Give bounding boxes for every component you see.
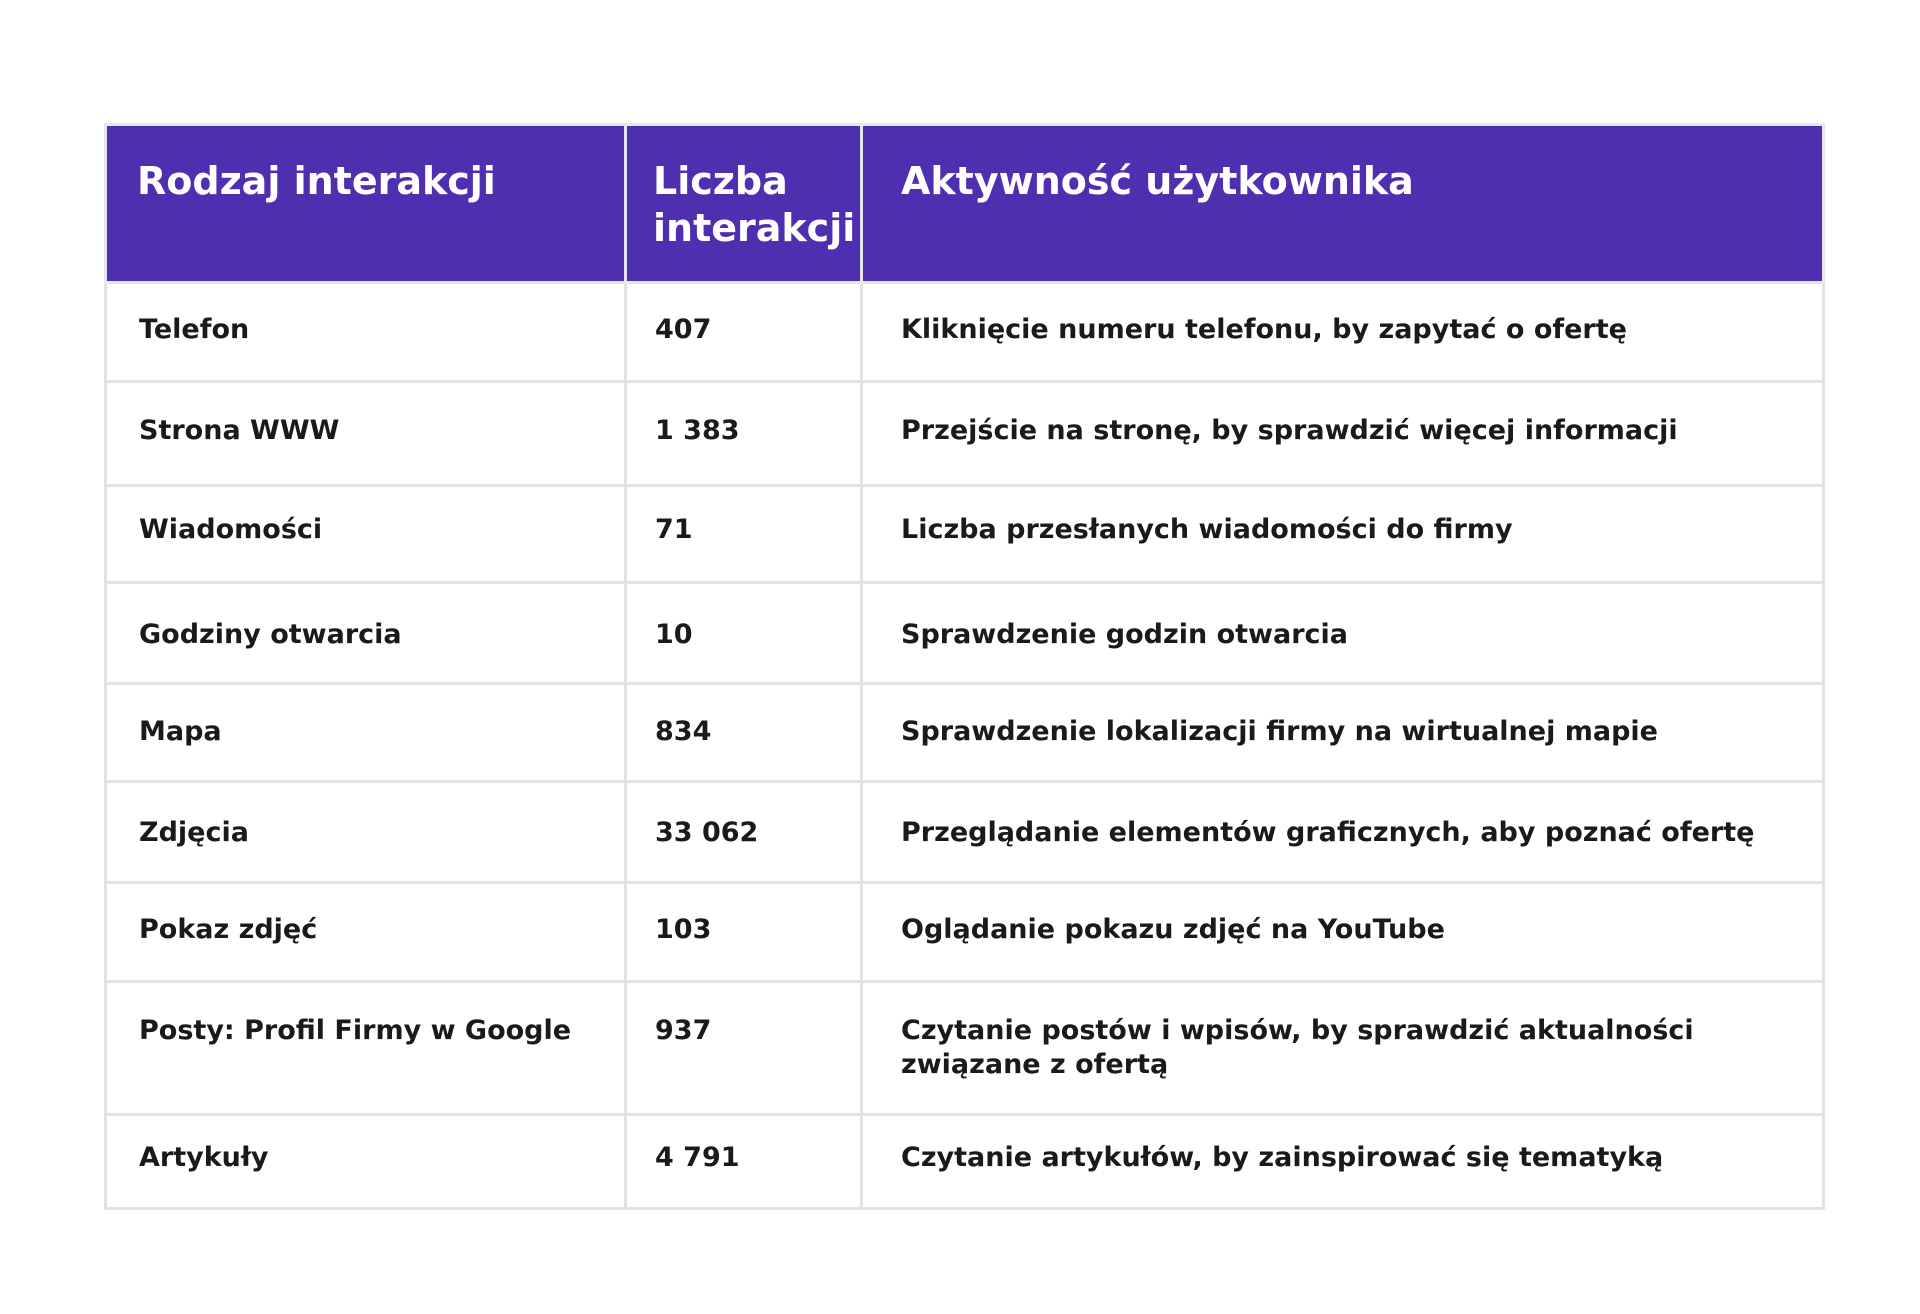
cell-interaction-count: 4 791 — [626, 1115, 862, 1209]
header-row — [106, 125, 1824, 283]
cell-user-activity: Przeglądanie elementów graficznych, aby poznać ofertę — [862, 782, 1824, 883]
table-body — [106, 283, 1824, 1209]
cell-interaction-count: 937 — [626, 982, 862, 1115]
cell-interaction-type: Strona WWW — [106, 382, 626, 486]
table-row — [106, 583, 1824, 684]
cell-interaction-count: 407 — [626, 283, 862, 382]
cell-user-activity: Sprawdzenie lokalizacji firmy na wirtualnej mapie — [862, 684, 1824, 782]
table-row — [106, 782, 1824, 883]
table-row — [106, 883, 1824, 982]
cell-user-activity: Czytanie artykułów, by zainspirować się tematyką — [862, 1115, 1824, 1209]
cell-interaction-type: Telefon — [106, 283, 626, 382]
cell-user-activity: Sprawdzenie godzin otwarcia — [862, 583, 1824, 684]
cell-user-activity: Czytanie postów i wpisów, by sprawdzić aktualności związane z ofertą — [862, 982, 1824, 1115]
cell-interaction-type: Godziny otwarcia — [106, 583, 626, 684]
cell-user-activity: Oglądanie pokazu zdjęć na YouTube — [862, 883, 1824, 982]
cell-interaction-count: 33 062 — [626, 782, 862, 883]
cell-interaction-type: Artykuły — [106, 1115, 626, 1209]
table-row — [106, 382, 1824, 486]
table-row — [106, 486, 1824, 583]
header-user-activity: Aktywność użytkownika — [862, 125, 1824, 283]
cell-interaction-type: Mapa — [106, 684, 626, 782]
cell-interaction-count: 10 — [626, 583, 862, 684]
table-row — [106, 684, 1824, 782]
table-row — [106, 283, 1824, 382]
cell-interaction-count: 71 — [626, 486, 862, 583]
cell-user-activity: Kliknięcie numeru telefonu, by zapytać o ofertę — [862, 283, 1824, 382]
cell-user-activity: Liczba przesłanych wiadomości do firmy — [862, 486, 1824, 583]
cell-interaction-type: Pokaz zdjęć — [106, 883, 626, 982]
header-interaction-count: Liczba interakcji — [626, 125, 862, 283]
cell-interaction-type: Wiadomości — [106, 486, 626, 583]
cell-interaction-count: 834 — [626, 684, 862, 782]
cell-interaction-count: 103 — [626, 883, 862, 982]
cell-interaction-type: Zdjęcia — [106, 782, 626, 883]
table-row — [106, 1115, 1824, 1209]
cell-interaction-count: 1 383 — [626, 382, 862, 486]
cell-interaction-type: Posty: Profil Firmy w Google — [106, 982, 626, 1115]
table-header — [106, 125, 1824, 283]
cell-user-activity: Przejście na stronę, by sprawdzić więcej informacji — [862, 382, 1824, 486]
interactions-table — [104, 123, 1825, 1210]
interactions-table-container — [104, 123, 1822, 1210]
header-interaction-type: Rodzaj interakcji — [106, 125, 626, 283]
table-row — [106, 982, 1824, 1115]
